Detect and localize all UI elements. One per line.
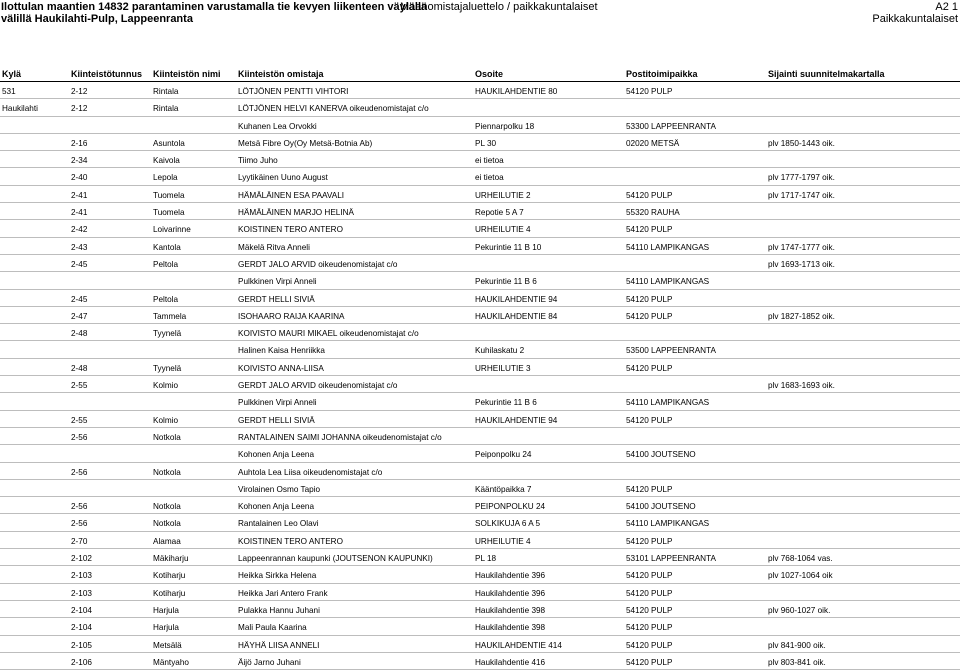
cell-osoite: Haukilahdentie 396 xyxy=(475,588,546,598)
table-row xyxy=(0,497,960,514)
column-header-posti: Postitoimipaikka xyxy=(626,69,698,79)
table-row xyxy=(0,134,960,151)
document-title-line2: välillä Haukilahti-Pulp, Lappeenranta xyxy=(1,13,193,25)
document-header xyxy=(0,0,960,32)
cell-sijainti: plv 841-900 oik. xyxy=(768,640,826,650)
cell-osoite: ei tietoa xyxy=(475,156,504,166)
cell-nimi: Tammela xyxy=(153,311,187,321)
cell-omistaja: HÄYHÄ LIISA ANNELI xyxy=(238,640,320,650)
cell-posti: 54120 PULP xyxy=(626,190,673,200)
cell-tunnus: 2-16 xyxy=(71,138,88,148)
cell-omistaja: KOISTINEN TERO ANTERO xyxy=(238,225,343,235)
table-row xyxy=(0,168,960,185)
cell-osoite: Pekurintie 11 B 6 xyxy=(475,277,537,287)
cell-osoite: Peiponpolku 24 xyxy=(475,450,532,460)
table-row xyxy=(0,82,960,99)
cell-tunnus: 2-55 xyxy=(71,381,88,391)
document-title-line1: Ilottulan maantien 14832 parantaminen varustamalla tie kevyen liikenteen väylällä xyxy=(1,1,428,13)
cell-posti: 54120 PULP xyxy=(626,484,673,494)
table-row xyxy=(0,584,960,601)
cell-omistaja: RANTALAINEN SAIMI JOHANNA oikeudenomistajat c/o xyxy=(238,432,442,442)
table-row xyxy=(0,290,960,307)
cell-nimi: Loivarinne xyxy=(153,225,191,235)
cell-sijainti: plv 1717-1747 oik. xyxy=(768,190,835,200)
cell-osoite: ei tietoa xyxy=(475,173,504,183)
cell-posti: 54120 PULP xyxy=(626,623,673,633)
table-row xyxy=(0,549,960,566)
cell-tunnus: 2-41 xyxy=(71,190,88,200)
cell-osoite: Kääntöpaikka 7 xyxy=(475,484,532,494)
cell-osoite: Pekurintie 11 B 6 xyxy=(475,398,537,408)
table-row xyxy=(0,618,960,635)
cell-posti: 54110 LAMPIKANGAS xyxy=(626,398,710,408)
cell-tunnus: 2-42 xyxy=(71,225,88,235)
table-row xyxy=(0,238,960,255)
cell-osoite: SOLKIKUJA 6 A 5 xyxy=(475,519,541,529)
table-row xyxy=(0,514,960,531)
cell-kyla: Haukilahti xyxy=(2,104,38,114)
cell-posti: 54110 LAMPIKANGAS xyxy=(626,277,710,287)
cell-osoite: PL 18 xyxy=(475,554,497,564)
table-row xyxy=(0,99,960,116)
cell-nimi: Kotiharju xyxy=(153,588,186,598)
cell-nimi: Kolmio xyxy=(153,381,179,391)
cell-nimi: Tyynelä xyxy=(153,329,182,339)
table-row xyxy=(0,601,960,618)
cell-nimi: Rintala xyxy=(153,104,179,114)
cell-osoite: URHEILUTIE 2 xyxy=(475,190,531,200)
cell-tunnus: 2-105 xyxy=(71,640,92,650)
cell-nimi: Kantola xyxy=(153,242,181,252)
cell-nimi: Metsälä xyxy=(153,640,182,650)
column-header-row xyxy=(0,67,960,81)
cell-omistaja: LÖTJÖNEN PENTTI VIHTORI xyxy=(238,87,349,96)
table-row xyxy=(0,151,960,168)
cell-tunnus: 2-34 xyxy=(71,156,88,166)
cell-osoite: Haukilahdentie 396 xyxy=(475,571,546,581)
cell-osoite: HAUKILAHDENTIE 80 xyxy=(475,87,558,96)
cell-nimi: Tuomela xyxy=(153,190,185,200)
cell-tunnus: 2-70 xyxy=(71,536,88,546)
cell-tunnus: 2-48 xyxy=(71,363,88,373)
cell-nimi: Tuomela xyxy=(153,208,185,218)
cell-sijainti: plv 803-841 oik. xyxy=(768,657,826,667)
cell-omistaja: Kohonen Anja Leena xyxy=(238,450,315,460)
cell-nimi: Asuntola xyxy=(153,138,185,148)
cell-posti: 54120 PULP xyxy=(626,571,673,581)
cell-osoite: Haukilahdentie 398 xyxy=(475,605,546,615)
cell-osoite: URHEILUTIE 4 xyxy=(475,225,531,235)
cell-omistaja: GERDT JALO ARVID oikeudenomistajat c/o xyxy=(238,259,398,269)
cell-posti: 54120 PULP xyxy=(626,225,673,235)
cell-omistaja: Pulkkinen Virpi Anneli xyxy=(238,277,317,287)
cell-tunnus: 2-47 xyxy=(71,311,88,321)
cell-osoite: Kuhilaskatu 2 xyxy=(475,346,525,356)
cell-nimi: Notkola xyxy=(153,502,181,512)
cell-omistaja: Kohonen Anja Leena xyxy=(238,502,315,512)
cell-posti: 54120 PULP xyxy=(626,294,673,304)
cell-nimi: Notkola xyxy=(153,432,181,442)
document-category: Paikkakuntalaiset xyxy=(872,13,958,25)
cell-posti: 54100 JOUTSENO xyxy=(626,450,696,460)
cell-kyla: 531 xyxy=(2,87,16,96)
table-row xyxy=(0,532,960,549)
cell-omistaja: Halinen Kaisa Henriikka xyxy=(238,346,325,356)
page-number: A2 1 xyxy=(935,1,958,13)
cell-omistaja: Kuhanen Lea Orvokki xyxy=(238,121,317,131)
cell-omistaja: Rantalainen Leo Olavi xyxy=(238,519,319,529)
cell-nimi: Peltola xyxy=(153,259,179,269)
cell-tunnus: 2-55 xyxy=(71,415,88,425)
table-row xyxy=(0,255,960,272)
cell-omistaja: Mali Paula Kaarina xyxy=(238,623,307,633)
cell-tunnus: 2-106 xyxy=(71,657,92,667)
cell-nimi: Tyynelä xyxy=(153,363,182,373)
cell-omistaja: Virolainen Osmo Tapio xyxy=(238,484,321,494)
cell-omistaja: Lappeenrannan kaupunki (JOUTSENON KAUPUNKI) xyxy=(238,554,433,564)
cell-osoite: Repotie 5 A 7 xyxy=(475,208,524,218)
cell-nimi: Alamaa xyxy=(153,536,181,546)
table-row xyxy=(0,186,960,203)
cell-sijainti: plv 1850-1443 oik. xyxy=(768,138,835,148)
table-row xyxy=(0,117,960,134)
cell-tunnus: 2-56 xyxy=(71,467,88,477)
cell-posti: 54120 PULP xyxy=(626,605,673,615)
table-row xyxy=(0,636,960,653)
table-row xyxy=(0,566,960,583)
table-row xyxy=(0,393,960,410)
cell-omistaja: Metsä Fibre Oy(Oy Metsä-Botnia Ab) xyxy=(238,138,373,148)
cell-posti: 54120 PULP xyxy=(626,588,673,598)
cell-omistaja: ISOHAARO RAIJA KAARINA xyxy=(238,311,345,321)
cell-posti: 54100 JOUTSENO xyxy=(626,502,696,512)
cell-posti: 54120 PULP xyxy=(626,536,673,546)
column-header-kyla: Kylä xyxy=(2,69,22,79)
cell-posti: 54120 PULP xyxy=(626,415,673,425)
cell-osoite: PEIPONPOLKU 24 xyxy=(475,502,546,512)
cell-posti: 54120 PULP xyxy=(626,311,673,321)
cell-sijainti: plv 1693-1713 oik. xyxy=(768,259,835,269)
cell-posti: 54120 PULP xyxy=(626,640,673,650)
cell-omistaja: KOIVISTO ANNA-LIISA xyxy=(238,363,324,373)
table-row xyxy=(0,463,960,480)
cell-osoite: HAUKILAHDENTIE 84 xyxy=(475,311,558,321)
cell-osoite: HAUKILAHDENTIE 94 xyxy=(475,294,558,304)
cell-nimi: Rintala xyxy=(153,87,179,96)
cell-omistaja: KOIVISTO MAURI MIKAEL oikeudenomistajat c/o xyxy=(238,329,419,339)
table-row xyxy=(0,480,960,497)
cell-posti: 53500 LAPPEENRANTA xyxy=(626,346,716,356)
column-header-omistaja: Kiinteistön omistaja xyxy=(238,69,324,79)
cell-tunnus: 2-56 xyxy=(71,432,88,442)
cell-nimi: Lepola xyxy=(153,173,178,183)
cell-tunnus: 2-41 xyxy=(71,208,88,218)
column-header-nimi: Kiinteistön nimi xyxy=(153,69,221,79)
table-row xyxy=(0,428,960,445)
cell-tunnus: 2-12 xyxy=(71,87,88,96)
cell-omistaja: HÄMÄLÄINEN MARJO HELINÄ xyxy=(238,208,355,218)
cell-nimi: Harjula xyxy=(153,623,179,633)
cell-tunnus: 2-104 xyxy=(71,605,92,615)
cell-omistaja: Heikka Jari Antero Frank xyxy=(238,588,328,598)
cell-tunnus: 2-102 xyxy=(71,554,92,564)
cell-tunnus: 2-48 xyxy=(71,329,88,339)
cell-tunnus: 2-45 xyxy=(71,294,88,304)
cell-osoite: HAUKILAHDENTIE 94 xyxy=(475,415,558,425)
table-row xyxy=(0,324,960,341)
cell-posti: 54110 LAMPIKANGAS xyxy=(626,242,710,252)
cell-osoite: Piennarpolku 18 xyxy=(475,121,535,131)
cell-nimi: Kaivola xyxy=(153,156,180,166)
table-row xyxy=(0,341,960,358)
cell-osoite: PL 30 xyxy=(475,138,497,148)
cell-tunnus: 2-43 xyxy=(71,242,88,252)
cell-nimi: Notkola xyxy=(153,467,181,477)
cell-omistaja: Heikka Sirkka Helena xyxy=(238,571,317,581)
cell-posti: 02020 METSÄ xyxy=(626,138,680,148)
table-row xyxy=(0,220,960,237)
cell-posti: 53300 LAPPEENRANTA xyxy=(626,121,716,131)
cell-tunnus: 2-103 xyxy=(71,571,92,581)
cell-nimi: Kolmio xyxy=(153,415,179,425)
cell-tunnus: 2-103 xyxy=(71,588,92,598)
column-header-osoite: Osoite xyxy=(475,69,504,79)
cell-nimi: Mäntyaho xyxy=(153,657,189,667)
cell-nimi: Harjula xyxy=(153,605,179,615)
table-row xyxy=(0,359,960,376)
cell-nimi: Kotiharju xyxy=(153,571,186,581)
cell-omistaja: LÖTJÖNEN HELVI KANERVA oikeudenomistajat c/o xyxy=(238,104,429,114)
table-row xyxy=(0,307,960,324)
cell-sijainti: plv 1027-1064 oik xyxy=(768,571,833,581)
cell-osoite: URHEILUTIE 3 xyxy=(475,363,531,373)
cell-omistaja: GERDT HELLI SIVIÄ xyxy=(238,415,315,425)
cell-tunnus: 2-12 xyxy=(71,104,88,114)
cell-nimi: Notkola xyxy=(153,519,181,529)
cell-tunnus: 2-56 xyxy=(71,519,88,529)
table-row xyxy=(0,653,960,670)
table-row xyxy=(0,272,960,289)
cell-posti: 54120 PULP xyxy=(626,87,673,96)
cell-omistaja: Pulakka Hannu Juhani xyxy=(238,605,320,615)
cell-posti: 54110 LAMPIKANGAS xyxy=(626,519,710,529)
cell-sijainti: plv 960-1027 oik. xyxy=(768,605,831,615)
cell-omistaja: Lyytikäinen Uuno August xyxy=(238,173,328,183)
cell-nimi: Mäkiharju xyxy=(153,554,189,564)
owner-table-body xyxy=(0,82,960,670)
cell-omistaja: Mäkelä Ritva Anneli xyxy=(238,242,310,252)
table-row xyxy=(0,445,960,462)
cell-omistaja: GERDT JALO ARVID oikeudenomistajat c/o xyxy=(238,381,398,391)
cell-omistaja: GERDT HELLI SIVIÄ xyxy=(238,294,315,304)
cell-tunnus: 2-56 xyxy=(71,502,88,512)
cell-posti: 54120 PULP xyxy=(626,657,673,667)
cell-sijainti: plv 1747-1777 oik. xyxy=(768,242,835,252)
cell-omistaja: Äijö Jarno Juhani xyxy=(238,657,301,667)
cell-osoite: Pekurintie 11 B 10 xyxy=(475,242,542,252)
cell-sijainti: plv 1777-1797 oik. xyxy=(768,173,835,183)
cell-nimi: Peltola xyxy=(153,294,179,304)
cell-osoite: Haukilahdentie 416 xyxy=(475,657,546,667)
cell-omistaja: Tiimo Juho xyxy=(238,156,278,166)
cell-sijainti: plv 1827-1852 oik. xyxy=(768,311,835,321)
cell-omistaja: KOISTINEN TERO ANTERO xyxy=(238,536,343,546)
cell-posti: 53101 LAPPEENRANTA xyxy=(626,554,716,564)
cell-omistaja: Auhtola Lea Liisa oikeudenomistajat c/o xyxy=(238,467,383,477)
cell-omistaja: HÄMÄLÄINEN ESA PAAVALI xyxy=(238,190,345,200)
document-subtitle: Maanomistajaluettelo / paikkakuntalaiset xyxy=(400,1,598,13)
cell-sijainti: plv 768-1064 vas. xyxy=(768,554,833,564)
column-header-sijainti: Sijainti suunnitelmakartalla xyxy=(768,69,885,79)
cell-tunnus: 2-45 xyxy=(71,259,88,269)
table-row xyxy=(0,376,960,393)
cell-tunnus: 2-40 xyxy=(71,173,88,183)
cell-sijainti: plv 1683-1693 oik. xyxy=(768,381,835,391)
cell-osoite: Haukilahdentie 398 xyxy=(475,623,546,633)
table-row xyxy=(0,203,960,220)
cell-tunnus: 2-104 xyxy=(71,623,92,633)
cell-osoite: HAUKILAHDENTIE 414 xyxy=(475,640,562,650)
cell-posti: 55320 RAUHA xyxy=(626,208,680,218)
column-header-tunnus: Kiinteistötunnus xyxy=(71,69,142,79)
cell-omistaja: Pulkkinen Virpi Anneli xyxy=(238,398,317,408)
table-row xyxy=(0,411,960,428)
cell-osoite: URHEILUTIE 4 xyxy=(475,536,531,546)
cell-posti: 54120 PULP xyxy=(626,363,673,373)
